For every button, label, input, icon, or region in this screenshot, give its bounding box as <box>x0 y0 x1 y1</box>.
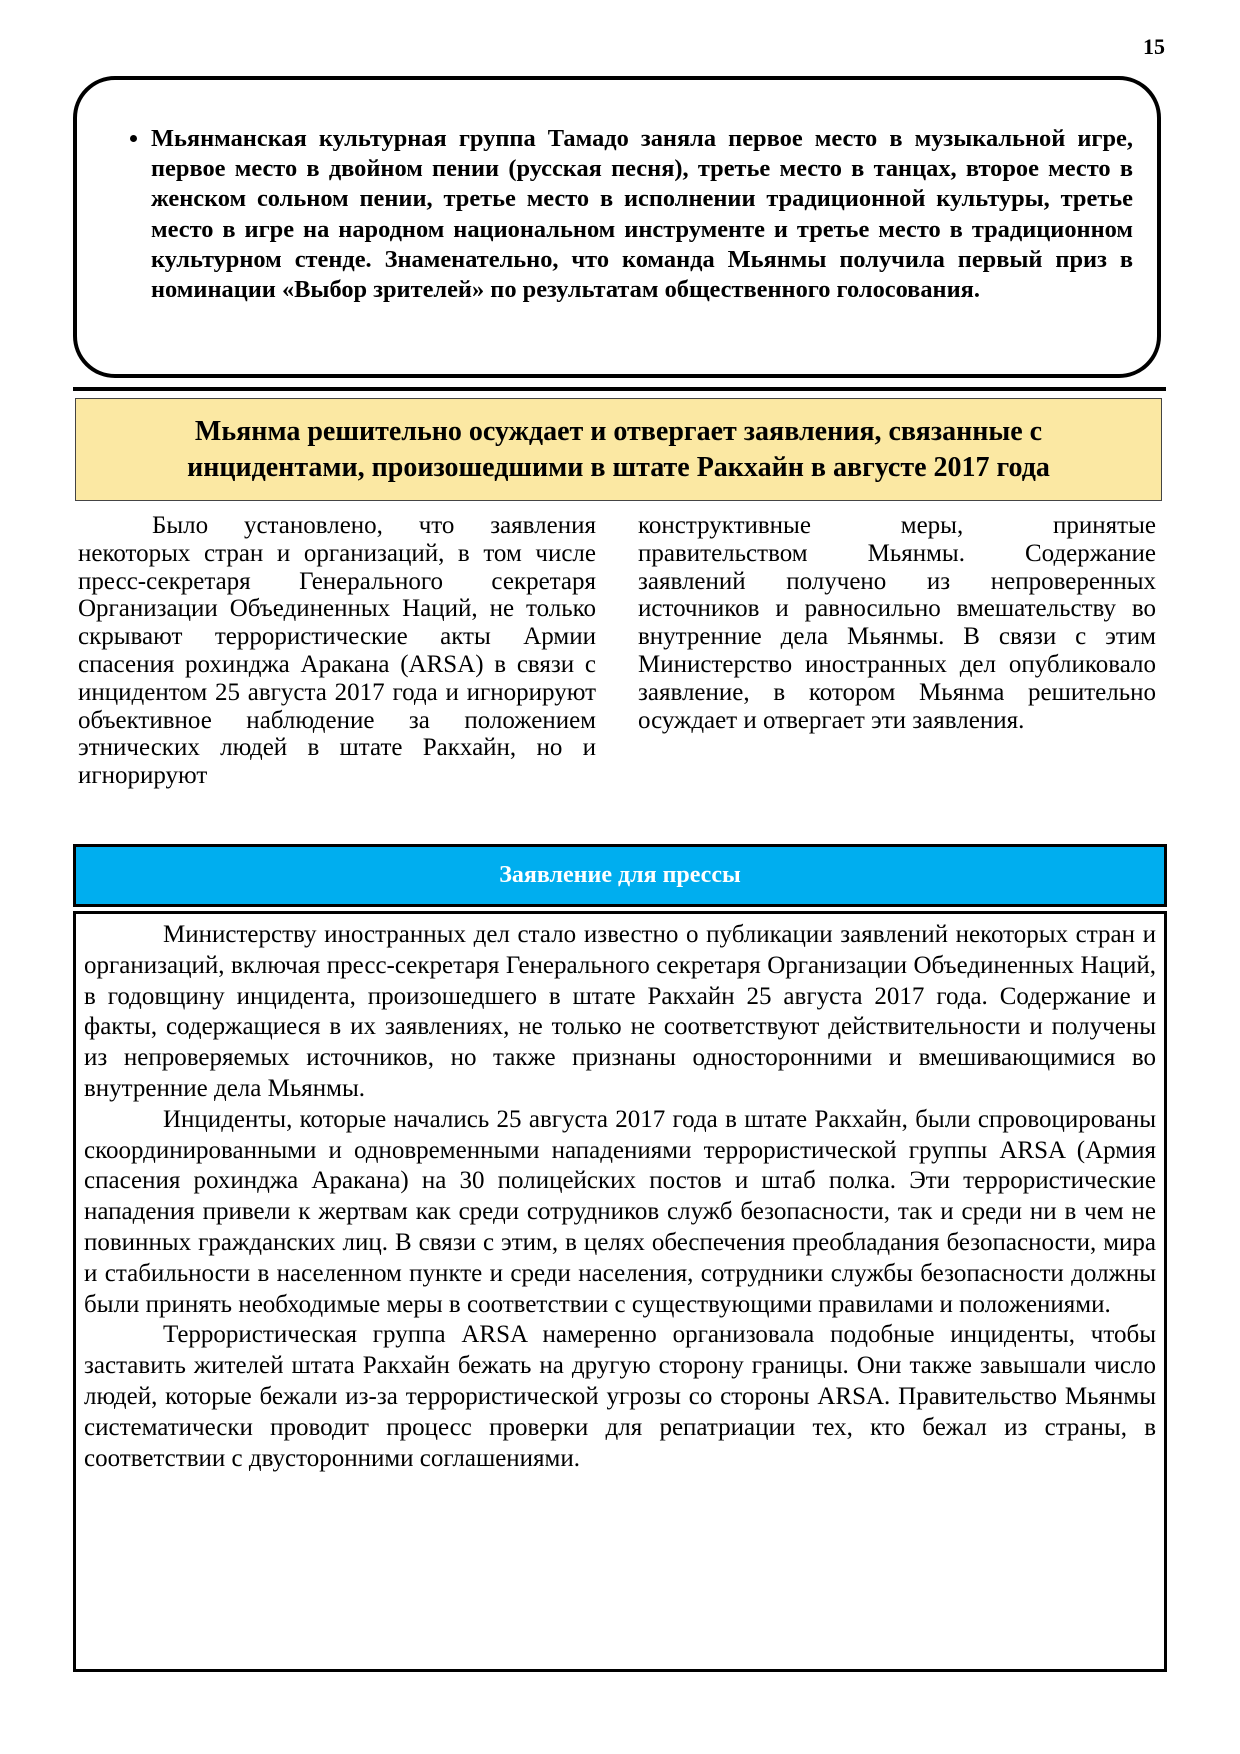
press-statement-body <box>73 911 1167 1672</box>
article-column-left <box>78 512 596 790</box>
section-divider <box>73 387 1166 391</box>
article-paragraph-left: Было установлено, что заявления некоторых стран и организаций, в том числе пресс-секретаря Генерального секретаря Организации Объединенных Наций, не только скрывают террористические акты Армии спасения рохинджа Аракана (ARSA) в связи с инцидентом 25 августа 2017 года и игнорируют объективное наблюдение за положением этнических людей в штате Ракхайн, но и игнорируют <box>78 512 596 790</box>
article-headline <box>75 398 1162 501</box>
highlight-box <box>73 76 1161 378</box>
article-column-right <box>638 512 1156 734</box>
page-number: 15 <box>1143 34 1165 59</box>
article-paragraph-right: конструктивные меры, принятые правительством Мьянмы. Содержание заявлений получено из непроверенных источников и равносильно вмешательству во внутренние дела Мьянмы. В связи с этим Министерство иностранных дел опубликовало заявление, в котором Мьянма решительно осуждает и отвергает эти заявления. <box>638 512 1156 734</box>
press-paragraph-3: Террористическая группа ARSA намеренно организовала подобные инциденты, чтобы заставить жителей штата Ракхайн бежать на другую сторону границы. Они также завышали число людей, которые бежали из-за террористической угрозы со стороны ARSA. Правительство Мьянмы систематически проводит процесс проверки для репатриации тех, кто бежал из страны, в соответствии с двусторонними соглашениями. <box>84 1321 1156 1472</box>
bullet-list <box>97 124 1133 305</box>
press-paragraph-2: Инциденты, которые начались 25 августа 2017 года в штате Ракхайн, были спровоцированы скоординированными и одновременными нападениями террористической группы ARSA (Армия спасения рохинджа Аракана) на 30 полицейских постов и штаб полка. Эти террористические нападения привели к жертвам как среди сотрудников служб безопасности, так и среди ни в чем не повинных гражданских лиц. В связи с этим, в целях обеспечения преобладания безопасности, мира и стабильности в населенном пункте и среди населения, сотрудники службы безопасности должны были принять необходимые меры в соответствии с существующими правилами и положениями. <box>84 1105 1156 1318</box>
headline-line-2: инцидентами, произошедшими в штате Ракхайн в августе 2017 года <box>187 451 1050 483</box>
bullet-item: • Мьянманская культурная группа Тамадо заняла первое место в музыкальной игре, первое место в двойном пении (русская песня), третье место в танцах, второе место в женском сольном пении, третье место в исполнении традиционной культуры, третье место в игре на народном национальном инструменте и третье место в традиционном культурном стенде. Знаменательно, что команда Мьянмы получила первый приз в номинации «Выбор зрителей» по результатам общественного голосования. <box>151 124 1133 305</box>
headline-line-1: Мьянма решительно осуждает и отвергает заявления, связанные с <box>194 415 1043 447</box>
press-paragraph-1: Министерству иностранных дел стало известно о публикации заявлений некоторых стран и организаций, включая пресс-секретаря Генерального секретаря Организации Объединенных Наций, в годовщину инцидента, произошедшего в штате Ракхайн 25 августа 2017 года. Содержание и факты, содержащиеся в их заявлениях, не только не соответствуют действительности и получены из непроверяемых источников, но также признаны односторонними и вмешивающимися во внутренние дела Мьянмы. <box>84 921 1156 1102</box>
press-statement-header: Заявление для прессы <box>73 844 1167 907</box>
